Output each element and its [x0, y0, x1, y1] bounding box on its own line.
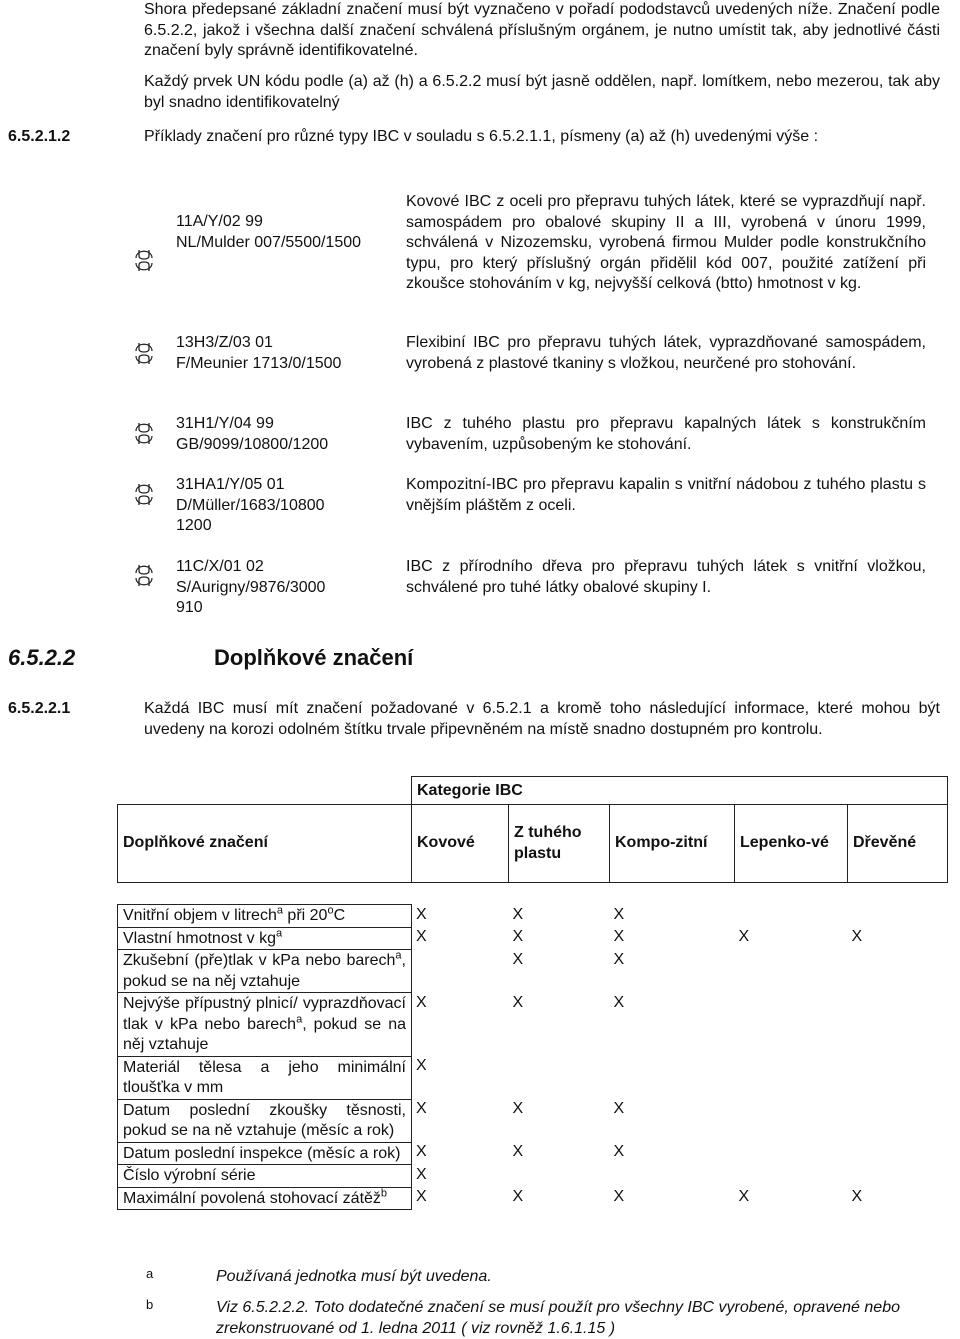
example-description: IBC z tuhého plastu pro přepravu kapalných látek s konstrukčním vybavením, uzpůsobeným ke stohování. — [406, 415, 926, 453]
category-mark — [610, 1056, 735, 1099]
row-label — [118, 1099, 412, 1142]
category-mark — [848, 993, 948, 1057]
category-mark — [735, 993, 848, 1057]
row-label-text: Datum poslední zkoušky těsnosti, pokud se na ně vztahuje (měsíc a rok) — [123, 1101, 406, 1139]
category-mark — [735, 1165, 848, 1188]
un-symbol-icon — [134, 481, 154, 508]
category-mark: X — [851, 928, 863, 945]
category-mark — [848, 1142, 948, 1165]
table-row — [118, 905, 948, 928]
category-mark: X — [416, 928, 427, 945]
table-row — [118, 950, 948, 993]
row-label-text: Nejvýše přípustný plnicí/ vyprazdňovací tlak v kPa nebo barech — [123, 995, 406, 1033]
section-number-6-5-2-2-1: 6.5.2.2.1 — [8, 700, 71, 717]
example-description: Flexibiní IBC pro přepravu tuhých látek, vyprazdňované samospádem, vyrobená z plastové tkaniny s vložkou, neurčené pro stohování. — [406, 334, 926, 372]
row-label-text: Maximální povolená stohovací zátěž — [123, 1189, 381, 1207]
category-mark: X — [613, 1100, 625, 1117]
example-code-line: 910 — [176, 599, 203, 616]
category-mark: X — [416, 1143, 427, 1160]
category-mark: X — [613, 950, 625, 968]
un-symbol-icon — [134, 340, 154, 367]
example-code — [176, 333, 396, 374]
footnote-ref: a — [276, 904, 283, 917]
row-label — [118, 927, 412, 950]
un-symbol-icon — [134, 420, 154, 447]
category-mark: X — [613, 928, 625, 945]
row-label — [118, 1187, 412, 1210]
category-mark — [848, 1099, 948, 1142]
table-row — [118, 993, 948, 1057]
category-mark: X — [851, 1188, 863, 1205]
category-mark: X — [416, 1188, 427, 1205]
example-code-line: 11A/Y/02 99 — [176, 213, 263, 230]
example-code-line: 1200 — [176, 517, 212, 534]
row-label-text: Materiál tělesa a jeho minimální tloušťka v mm — [123, 1058, 406, 1096]
footnote-mark: a — [146, 1266, 154, 1281]
category-mark — [848, 905, 948, 928]
example-description: Kovové IBC z oceli pro přepravu tuhých látek, které se vyprazdňují např. samospádem pro obalové skupiny II a III, vyrobená v únoru 1999, schválená v Nizozemsku, vyrobená firmou Mulder podle konstrukčního typu, pro který příslušný orgán přidělil kód 007, použité zatížení při zkoušce stohováním v kg, nejvyšší celková (btto) hmotnost v kg. — [406, 193, 926, 292]
intro-paragraph-1: Shora předepsané základní značení musí být vyznačeno v pořadí pododstavců uvedených níže. Značení podle 6.5.2.2, jakož i všechna další značení schválená příslušným orgánem, je nutno umístit tak, aby jednotlivé části značení byly správně identifikovatelné. — [144, 1, 940, 59]
category-mark — [509, 1165, 610, 1188]
example-code — [176, 212, 396, 253]
column-header: Dřevěné — [848, 805, 948, 883]
example-code-line: GB/9099/10800/1200 — [176, 435, 329, 453]
example-code-line: NL/Mulder 007/5500/1500 — [176, 233, 362, 251]
row-label-text: Datum poslední inspekce (měsíc a rok) — [123, 1144, 401, 1162]
example-description: IBC z přírodního dřeva pro přepravu tuhých látek s vnitřní vložkou, schválené pro tuhé látky obalové skupiny I. — [406, 558, 926, 596]
row-label — [118, 1142, 412, 1165]
un-symbol-icon — [134, 562, 154, 589]
section-title-6-5-2-2: Doplňkové značení — [214, 645, 414, 670]
row-label-text: při 20 — [282, 907, 328, 924]
table-row — [118, 1142, 948, 1165]
row-label — [118, 905, 412, 928]
footnote-ref: a — [275, 927, 283, 940]
column-header: Lepenko-vé — [735, 805, 848, 883]
row-label-text: Vnitřní objem v litrech — [123, 907, 277, 924]
category-mark: X — [613, 1188, 625, 1205]
degree-mark: o — [327, 904, 334, 917]
category-mark: X — [416, 1100, 427, 1117]
category-mark — [848, 1165, 948, 1188]
example-code-line: 31HA1/Y/05 01 — [176, 476, 285, 493]
category-group-header: Kategorie IBC — [412, 777, 948, 805]
table-row — [118, 1187, 948, 1210]
row-label-text: Zkušební (pře)tlak v kPa nebo barech — [123, 952, 396, 969]
row-label-text: Číslo výrobní série — [123, 1167, 256, 1184]
footnote-mark: b — [146, 1297, 154, 1312]
table-row — [118, 1056, 948, 1099]
category-mark: X — [512, 928, 524, 945]
category-mark: X — [512, 1100, 524, 1117]
category-mark: X — [416, 905, 427, 923]
row-label-text: Vlastní hmotnost v kg — [123, 929, 276, 947]
row-label — [118, 1056, 412, 1099]
row-label-text: , pokud se na něj vztahuje — [123, 952, 406, 990]
row-header: Doplňkové značení — [118, 805, 412, 883]
example-code — [176, 557, 396, 619]
category-mark: X — [613, 905, 625, 923]
example-code — [176, 414, 396, 455]
category-mark — [735, 1056, 848, 1099]
category-mark: X — [416, 993, 427, 1011]
category-mark: X — [512, 1143, 524, 1160]
table-row — [118, 1099, 948, 1142]
example-code-line: S/Aurigny/9876/3000 — [176, 578, 326, 596]
column-header: Kompo-zitní — [610, 805, 735, 883]
row-label — [118, 993, 412, 1057]
footnote-text: Viz 6.5.2.2.2. Toto dodatečné značení se musí použít pro všechny IBC vyrobené, opravené nebo zrekonstruované od 1. ledna 2011 ( viz rovněž 1.6.1.15 ) — [216, 1299, 900, 1337]
category-mark — [509, 1056, 610, 1099]
category-mark — [848, 1056, 948, 1099]
example-code-line: 31H1/Y/04 99 — [176, 415, 274, 432]
section-number-6-5-2-2: 6.5.2.2 — [8, 645, 76, 670]
category-mark: X — [416, 1165, 427, 1183]
un-symbol-icon — [134, 247, 154, 274]
category-mark: X — [416, 1057, 427, 1074]
table-row — [118, 927, 948, 950]
example-code-line: F/Meunier 1713/0/1500 — [176, 354, 342, 372]
row-label-text: , pokud se na něj vztahuje — [123, 1015, 407, 1053]
category-mark — [848, 950, 948, 993]
row-label — [118, 1165, 412, 1188]
category-mark: X — [613, 993, 625, 1011]
example-code-line: D/Müller/1683/10800 — [176, 496, 325, 514]
category-mark: X — [738, 928, 750, 945]
footnote-ref: a — [296, 1013, 303, 1026]
section-text-6-5-2-2-1: Každá IBC musí mít značení požadované v 6.5.2.1 a kromě toho následující informace, které mohou být uvedeny na korozi odolném štítku trvale připevněném na místě snadno dostupném pro kontrolu. — [144, 700, 940, 738]
category-mark: X — [512, 993, 524, 1011]
column-header: Z tuhého plastu — [509, 805, 610, 883]
table-row — [118, 1165, 948, 1188]
example-code-line: 13H3/Z/03 01 — [176, 334, 273, 351]
section-text-6-5-2-1-2: Příklady značení pro různé typy IBC v souladu s 6.5.2.1.1, písmeny (a) až (h) uvedenými výše : — [144, 128, 819, 145]
column-header: Kovové — [412, 805, 509, 883]
category-mark — [735, 1099, 848, 1142]
example-description: Kompozitní-IBC pro přepravu kapalin s vnitřní nádobou z tuhého plastu s vnějším pláštěm z oceli. — [406, 476, 926, 514]
category-mark — [412, 950, 509, 993]
category-mark — [735, 905, 848, 928]
category-mark: X — [613, 1143, 625, 1160]
example-code — [176, 475, 396, 537]
section-number-6-5-2-1-2: 6.5.2.1.2 — [8, 128, 71, 145]
intro-paragraph-2: Každý prvek UN kódu podle (a) až (h) a 6.5.2.2 musí být jasně oddělen, např. lomítkem, nebo mezerou, tak aby byl snadno identifikovatelný — [144, 73, 940, 111]
category-mark: X — [738, 1188, 750, 1205]
category-mark — [735, 950, 848, 993]
category-mark: X — [512, 905, 524, 923]
footnote-ref: a — [395, 949, 402, 962]
additional-marking-table — [117, 776, 948, 1210]
category-mark: X — [512, 1188, 524, 1205]
category-mark — [735, 1142, 848, 1165]
category-mark — [610, 1165, 735, 1188]
example-code-line: 11C/X/01 02 — [176, 558, 264, 575]
footnote-ref: b — [380, 1187, 388, 1200]
row-label-text: C — [333, 907, 346, 924]
category-mark: X — [512, 950, 524, 968]
row-label — [118, 950, 412, 993]
footnote-text: Používaná jednotka musí být uvedena. — [216, 1268, 492, 1285]
